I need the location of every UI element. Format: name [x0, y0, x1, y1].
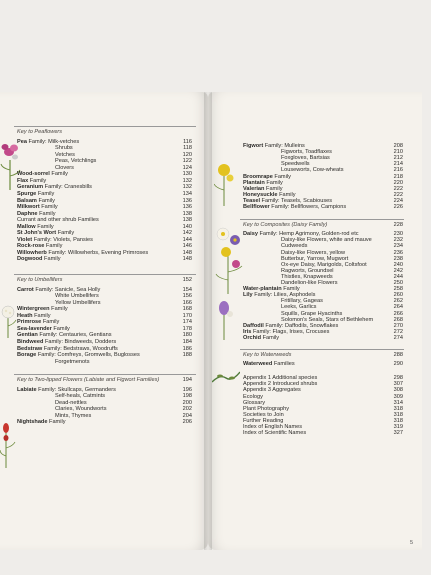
entry-page-number: 206 [182, 419, 192, 426]
entry-page-number: 202 [182, 406, 192, 413]
contents-entry [243, 430, 306, 437]
entry-subtitle: Peas, Vetchlings [55, 158, 97, 165]
entry-subtitle: Mints, Thymes [55, 412, 92, 419]
entry-description: Family: Lilies, Asphodels [252, 292, 316, 299]
entry-description: Appendix 2 Introduced shrubs [243, 381, 318, 388]
entry-description: Family: Hemp Agrimony, Golden-rod etc [257, 231, 359, 238]
entry-description: Index of Scientific Names [243, 430, 307, 437]
family-name: Bellflower [243, 204, 270, 210]
entry-description: Ecology [243, 393, 263, 400]
entry-description: Glossary [243, 399, 266, 406]
entry-subtitle: Thistles, Knapweeds [281, 273, 333, 280]
entry-subtitle: Ox-eye Daisy, Marigolds, Coltsfoot [281, 261, 367, 268]
umbellifer-illustration [0, 302, 18, 338]
section-heading: Key to Peaflowers [17, 129, 63, 135]
entry-page-number: 244 [393, 273, 403, 280]
family-name: Milkwort [17, 204, 40, 211]
entry-description: Family: Violets, Pansies [32, 236, 93, 243]
entry-subtitle: Clovers [55, 164, 74, 171]
family-name: Bedstraw [17, 345, 43, 352]
entry-page-number: 298 [393, 375, 403, 382]
entry-description: Family [264, 179, 283, 186]
entry-description: Family: Cranesbills [43, 184, 92, 191]
entry-subtitle: Claries, Woundworts [55, 406, 107, 413]
family-name: Wood-sorrel [17, 171, 50, 178]
entry-subtitle: Daisy-like Flowers, yellow [281, 249, 346, 256]
family-name: Pea [17, 138, 27, 145]
family-name: Mallow [17, 223, 36, 230]
entry-page-number: 238 [393, 255, 403, 262]
entry-subtitle: Cudweeds [281, 243, 308, 250]
entry-page-number: 242 [393, 267, 403, 274]
waterweed-illustration [212, 366, 240, 386]
entry-subtitle: White Umbellifers [55, 293, 99, 300]
contents-entry [17, 419, 66, 426]
entry-page-number: 216 [393, 167, 403, 174]
entry-page-number: 230 [393, 231, 403, 238]
entry-page-number: 308 [393, 387, 403, 394]
family-name: Rock-rose [17, 243, 45, 250]
entry-page-number: 318 [393, 417, 403, 424]
entry-page-number: 307 [393, 381, 403, 388]
entry-description: Families [272, 361, 295, 368]
entry-description: Family [277, 191, 296, 198]
entry-page-number: 222 [393, 191, 403, 198]
entry-page-number: 309 [393, 393, 403, 400]
entry-description: Family [39, 204, 58, 211]
entry-page-number: 142 [182, 230, 192, 237]
family-name: Spurge [17, 190, 37, 197]
entry-subtitle: Figworts, Toadflaxes [281, 149, 332, 156]
entry-page-number: 260 [393, 292, 403, 299]
entry-description: Index of English Names [243, 424, 303, 430]
entry-page-number: 174 [182, 319, 192, 326]
entry-page-number: 327 [393, 430, 403, 437]
entry-description: Family [281, 286, 300, 293]
entry-description: Societies to Join [243, 411, 284, 418]
entry-page-number: 319 [393, 424, 403, 430]
entry-description: Appendix 3 Aggregates [243, 387, 301, 394]
entry-subtitle: Speedwells [281, 161, 310, 168]
page-number: 5 [410, 540, 414, 546]
entry-description: Family [36, 190, 55, 197]
entry-page-number: 168 [182, 306, 192, 313]
entry-subtitle: Dandelion-like Flowers [281, 280, 338, 286]
entry-description: Family: Comfreys, Gromwells, Buglosses [36, 352, 140, 359]
entry-page-number: 200 [182, 399, 192, 406]
contents-entry [243, 204, 346, 211]
entry-description: Family [49, 171, 68, 178]
entry-page-number: 184 [182, 338, 192, 345]
section-heading: Key to Composites (Daisy Family) [243, 222, 328, 229]
entry-page-number: 124 [182, 164, 192, 171]
entry-page-number: 234 [393, 243, 403, 250]
entry-page-number: 318 [393, 405, 403, 412]
entry-subtitle: Ragworts, Groundsel [281, 267, 334, 274]
family-name: Water-plantain [243, 286, 282, 293]
entry-description: Family [35, 223, 54, 230]
entry-subtitle: Foxgloves, Bartsias [281, 155, 330, 162]
entry-page-number: 132 [182, 177, 192, 184]
family-name: Daffodil [243, 322, 264, 329]
entry-page-number: 122 [182, 158, 192, 165]
entry-page-number: 116 [183, 138, 192, 145]
entry-description: Family [42, 256, 61, 263]
entry-page-number: 138 [182, 210, 192, 217]
entry-description: Family: Milk-vetches [26, 138, 80, 145]
entry-page-number: 180 [182, 332, 192, 339]
entry-page-number: 222 [393, 185, 403, 192]
family-name: Daphne [17, 210, 38, 217]
entry-description: Family: Bellflowers, Campions [269, 204, 347, 210]
family-name: Balsam [17, 197, 37, 204]
family-name: Iris [243, 328, 252, 335]
family-name: Flax [17, 177, 29, 184]
two-lipped-flower-illustration [0, 420, 16, 468]
entry-page-number: 136 [182, 204, 192, 211]
entry-description: Further Reading [243, 417, 284, 424]
entry-page-number: 132 [182, 184, 192, 191]
entry-description: Family: Daffodils, Snowflakes [263, 322, 339, 329]
entry-page-number: 220 [393, 179, 403, 186]
entry-description: Family: Teasels, Scabiouses [260, 197, 333, 204]
family-name: Waterweed [243, 361, 273, 368]
entry-page-number: 266 [393, 310, 403, 317]
contents-entry [243, 335, 279, 342]
section-divider [14, 274, 196, 275]
entry-description: Family [51, 325, 70, 332]
entry-description: Family: Centauries, Gentians [37, 332, 112, 339]
family-name: Labiate [17, 386, 37, 393]
entry-page-number: 204 [182, 412, 192, 419]
contents-entry [55, 359, 90, 366]
family-name: Primrose [17, 319, 42, 326]
entry-description: Plant Photography [243, 405, 290, 412]
family-name: Heath [17, 312, 33, 319]
entry-page-number: 272 [393, 328, 403, 335]
entry-description: Family [32, 312, 51, 319]
entry-page-number: 232 [393, 237, 403, 244]
family-name: Teasel [243, 197, 260, 204]
section-divider [240, 219, 404, 220]
entry-page-number: 210 [393, 149, 403, 156]
entry-subtitle: Yellow Umbellifers [55, 299, 101, 306]
entry-description: Family [56, 230, 75, 237]
entry-page-number: 166 [182, 299, 192, 306]
section-heading: Key to Two-lipped Flowers (Labiate and Figwort Families) [17, 377, 160, 384]
section-divider [240, 349, 404, 350]
entry-subtitle: Vetches [55, 151, 75, 158]
family-name: Gentian [17, 332, 38, 339]
entry-subtitle: Fritillary, Gageas [281, 298, 323, 305]
entry-description: Family [44, 243, 63, 250]
entry-subtitle: Louseworts, Cow-wheats [281, 167, 344, 174]
family-name: Violet [17, 236, 33, 243]
entry-description: Family: Willowherbs, Evening Primroses [46, 249, 149, 256]
family-name: Broomrape [243, 173, 273, 180]
entry-page-number: 134 [182, 190, 192, 197]
entry-page-number: 156 [182, 293, 192, 300]
family-name: Bindweed [17, 338, 44, 345]
family-name: Willowherb [17, 249, 47, 256]
entry-page-number: 314 [393, 399, 403, 406]
entry-description: Family [47, 419, 66, 426]
family-name: St John's Wort [17, 230, 57, 237]
entry-page-number: 274 [393, 334, 403, 341]
daisy-illustration [214, 224, 244, 294]
entry-page-number: 170 [182, 312, 192, 319]
entry-page-number: 178 [182, 325, 192, 332]
entry-page-number: 264 [393, 304, 403, 311]
entry-page-number: 140 [182, 223, 192, 230]
family-name: Figwort [243, 143, 264, 149]
contents-entry [17, 256, 61, 263]
entry-page-number: 136 [182, 197, 192, 204]
entry-description: Family [36, 197, 55, 204]
family-name: Wintergreen [17, 306, 50, 313]
entry-page-number: 154 [182, 286, 192, 293]
entry-page-number: 226 [393, 204, 403, 210]
entry-page-number: 146 [182, 243, 192, 250]
entry-page-number: 198 [182, 393, 192, 400]
entry-subtitle: Self-heals, Catmints [55, 393, 106, 400]
entry-page-number: 214 [393, 161, 403, 168]
entry-description: Family: Bedstraws, Woodruffs [42, 345, 118, 352]
section-divider [14, 126, 196, 127]
entry-subtitle: Dead-nettles [55, 399, 87, 406]
entry-page-number: 270 [393, 322, 403, 329]
entry-page-number: 148 [182, 249, 192, 256]
section-page-number: 152 [182, 277, 192, 283]
entry-page-number: 130 [182, 171, 192, 178]
entry-description: Family: Sanicle, Sea Holly [33, 286, 101, 293]
entry-description: Currant and other shrub Families [17, 217, 99, 224]
entry-page-number: 218 [393, 173, 403, 180]
entry-page-number: 138 [182, 217, 192, 224]
entry-subtitle: Butterbur, Yarrow, Mugwort [281, 255, 349, 262]
family-name: Plantain [243, 179, 265, 186]
entry-page-number: 268 [393, 316, 403, 323]
entry-page-number: 144 [182, 236, 192, 243]
entry-subtitle: Daisy-like Flowers, white and mauve [281, 237, 372, 244]
entry-page-number: 224 [393, 197, 403, 204]
entry-description: Family [264, 185, 283, 192]
family-name: Orchid [243, 334, 262, 341]
entry-page-number: 290 [393, 361, 403, 368]
family-name: Dogwood [17, 256, 43, 263]
entry-description: Family [28, 177, 47, 184]
entry-description: Appendix 1 Additional species [243, 375, 318, 382]
family-name: Carrot [17, 286, 34, 293]
entry-description: Family [272, 173, 291, 180]
family-name: Nightshade [17, 419, 48, 426]
section-page-number: 228 [393, 222, 403, 229]
entry-description: Family [37, 210, 56, 217]
entry-description: Family: Skullcaps, Germanders [36, 386, 116, 393]
entry-page-number: 120 [182, 151, 192, 158]
entry-subtitle: Leeks, Garlics [281, 304, 317, 311]
entry-page-number: 236 [393, 249, 403, 256]
entry-description: Family [261, 334, 280, 341]
family-name: Lily [243, 292, 253, 299]
entry-page-number: 208 [393, 143, 403, 149]
family-name: Honeysuckle [243, 191, 278, 198]
section-heading: Key to Waterweeds [243, 352, 292, 358]
section-page-number: 194 [182, 377, 192, 384]
entry-page-number: 262 [393, 298, 403, 305]
entry-page-number: 196 [182, 386, 192, 393]
entry-subtitle: Shrubs [55, 145, 73, 152]
entry-description: Family: Flags, Irises, Crocuses [251, 328, 330, 335]
entry-page-number: 240 [393, 261, 403, 268]
contents-entry [243, 361, 295, 368]
entry-subtitle: Solomon's Seals, Stars of Bethlehem [281, 316, 374, 323]
section-page-number: 288 [393, 352, 403, 358]
entry-page-number: 258 [393, 286, 403, 293]
section-divider [14, 374, 196, 375]
entry-page-number: 212 [393, 155, 403, 162]
entry-subtitle: Squills, Grape Hyacinths [281, 310, 343, 317]
section-heading: Key to Umbellifers [17, 277, 63, 283]
family-name: Borage [17, 352, 37, 359]
orchid-illustration [214, 300, 236, 340]
entry-page-number: 186 [182, 345, 192, 352]
entry-page-number: 148 [182, 256, 192, 263]
family-name: Geranium [17, 184, 44, 191]
entry-page-number: 118 [183, 145, 192, 152]
entry-description: Family [41, 319, 60, 326]
family-name: Daisy [243, 231, 258, 238]
entry-page-number: 188 [182, 352, 192, 359]
book-gutter [204, 92, 212, 550]
entry-subtitle: Forgetmenots [55, 358, 90, 365]
entry-description: Family: Mulleins [263, 143, 305, 149]
yellow-flower-illustration [214, 160, 236, 206]
entry-description: Family [49, 306, 68, 313]
family-name: Sea-lavender [17, 325, 52, 332]
entry-page-number: 318 [393, 411, 403, 418]
entry-description: Family: Bindweeds, Dodders [43, 338, 117, 345]
family-name: Valerian [243, 185, 265, 192]
entry-page-number: 250 [393, 280, 403, 286]
